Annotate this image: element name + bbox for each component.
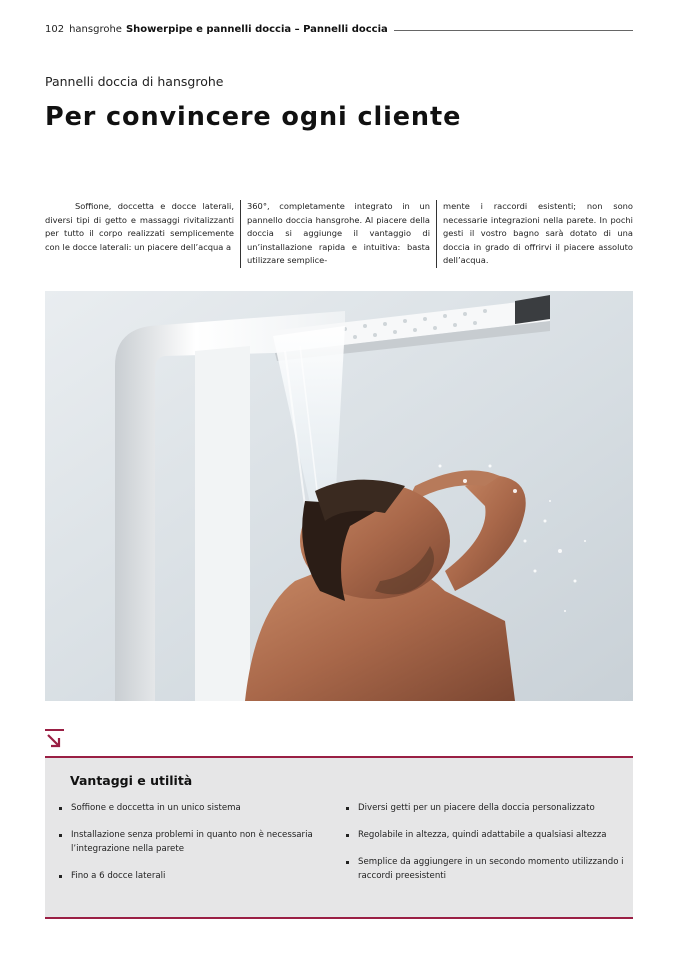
arrow-down-right-icon [45, 729, 64, 749]
kicker: Pannelli doccia di hansgrohe [45, 74, 224, 89]
benefit-item: Fino a 6 docce laterali [59, 870, 329, 884]
intro-column-3: mente i raccordi esistenti; non sono necessarie integrazioni nella parete. In pochi gesti il vostro bagno sarà dotato di una doccia in grado di offrirvi il piacere assoluto dell’acqua. [443, 201, 633, 266]
intro-text [45, 200, 633, 268]
benefit-item: Regolabile in altezza, quindi adattabile a qualsiasi altezza [346, 829, 626, 843]
benefit-item: Diversi getti per un piacere della doccia personalizzato [346, 802, 626, 816]
benefits-box [45, 756, 633, 919]
page-number: 102 [45, 23, 65, 35]
benefits-list-right [346, 802, 626, 897]
header-brand: hansgrohe [69, 23, 122, 35]
benefits-list-left [59, 802, 329, 897]
intro-column-2: 360°, completamente integrato in un pannello doccia hansgrohe. Al piacere della doccia si aggiunge il vantaggio di un’installazione rapida e intuitiva: basta utilizzare semplice- [241, 200, 437, 268]
intro-column-1: Soffione, doccetta e docce laterali, diversi tipi di getto e massaggi rivitalizzanti per tutto il corpo realizzati semplicemente con le docce laterali: un piacere dell’acqua a [45, 200, 241, 268]
benefit-item: Semplice da aggiungere in un secondo momento utilizzando i raccordi preesistenti [346, 856, 626, 883]
benefit-item: Installazione senza problemi in quanto non è necessaria l’integrazione nella parete [59, 829, 329, 856]
shower-panel-photo [45, 291, 633, 701]
header-rule [394, 30, 633, 31]
page-title: Per convincere ogni cliente [45, 102, 462, 132]
header-section-title: Showerpipe e pannelli doccia – Pannelli doccia [125, 23, 388, 35]
page-header [45, 21, 633, 37]
benefit-item: Soffione e doccetta in un unico sistema [59, 802, 329, 816]
shower-photo-illustration [45, 291, 633, 701]
benefits-title: Vantaggi e utilità [70, 773, 193, 788]
